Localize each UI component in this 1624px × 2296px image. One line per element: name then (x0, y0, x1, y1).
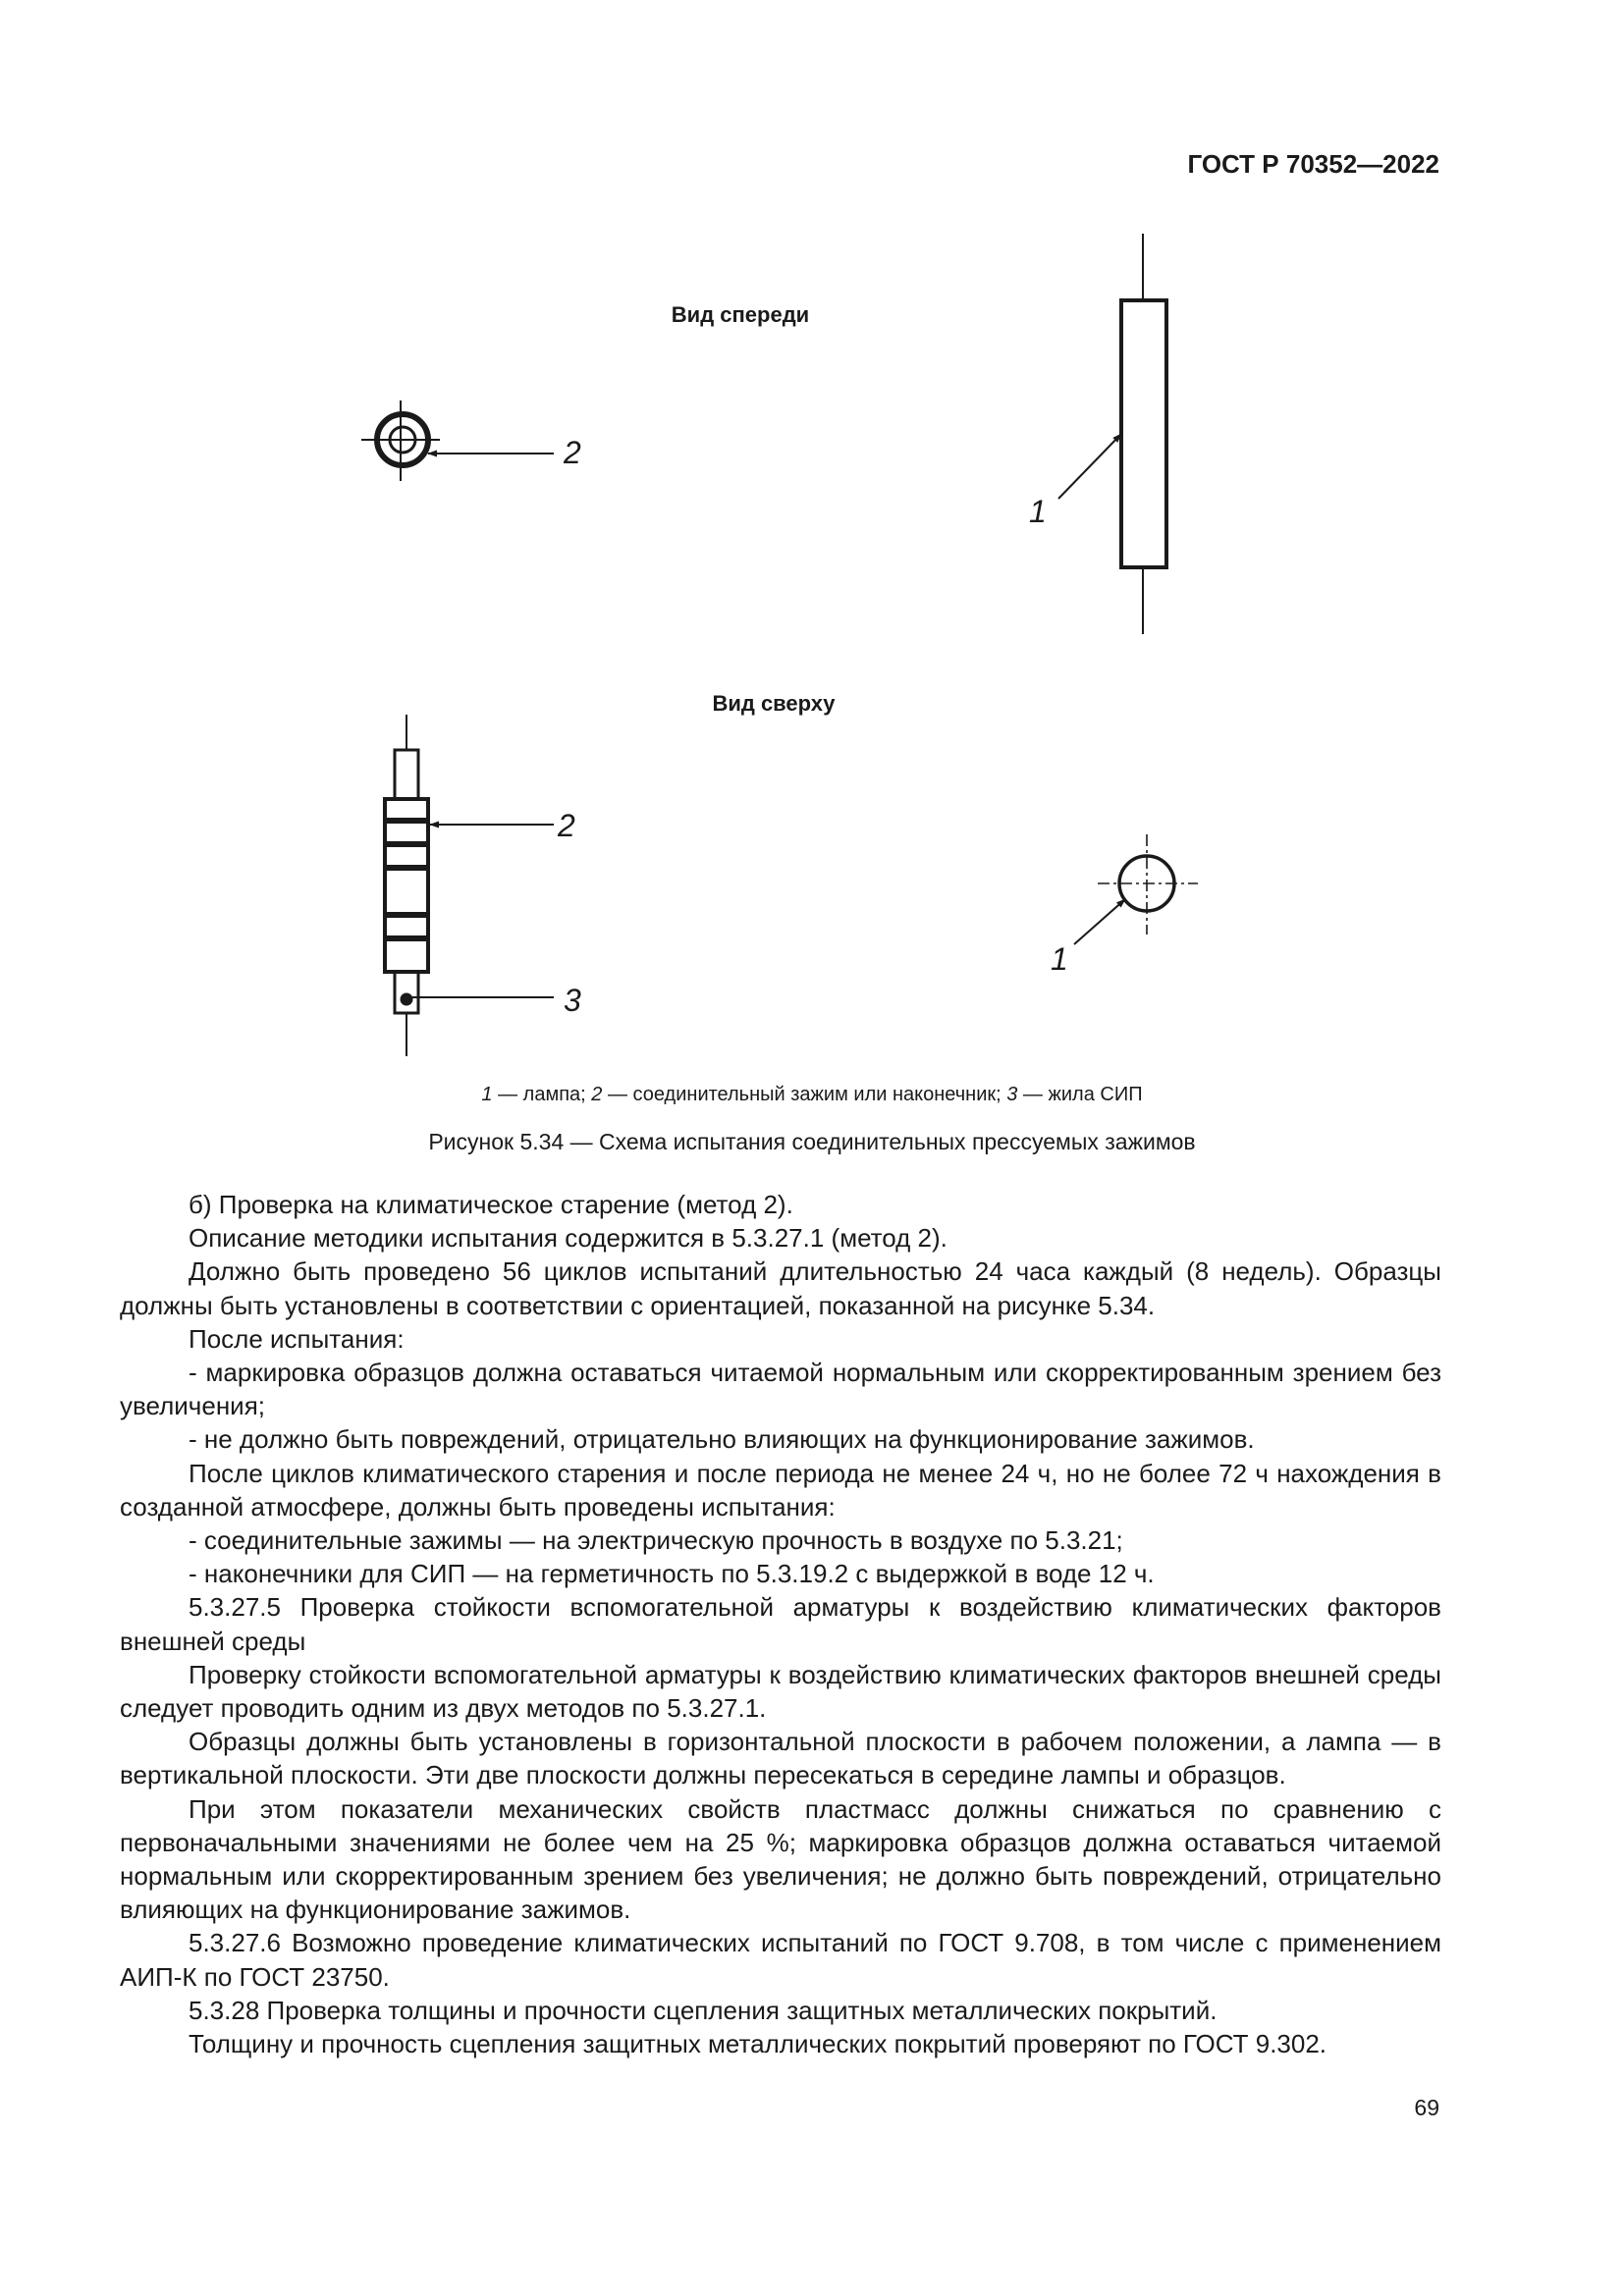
legend-number-2: 2 (591, 1084, 603, 1105)
figure-caption: Рисунок 5.34 — Схема испытания соединительных прессуемых зажимов (428, 1129, 1196, 1154)
callout-2-front: 2 (564, 435, 581, 470)
page-number: 69 (1414, 2095, 1439, 2120)
lamp-front-view (1121, 234, 1166, 634)
legend-number-1: 1 (481, 1084, 493, 1105)
paragraph: Образцы должны быть установлены в горизонтальной плоскости в рабочем положении, а лампа — в вертикальной плоскости. Эти две плоскости должны пересекаться в середине лампы и образцов. (120, 1727, 1441, 1790)
paragraph: Описание методики испытания содержится в 5.3.27.1 (метод 2). (189, 1223, 947, 1254)
list-item: - не должно быть повреждений, отрицательно влияющих на функционирование зажимов. (189, 1424, 1255, 1455)
section-heading: 5.3.27.5 Проверка стойкости вспомогательной арматуры к воздействию климатических факторов внешней среды (120, 1592, 1441, 1656)
legend-text-1: — лампа; (492, 1084, 592, 1105)
paragraph: Проверку стойкости вспомогательной арматуры к воздействию климатических факторов внешней среды следует проводить одним из двух методов по 5.3.27.1. (120, 1659, 1441, 1724)
lamp-top-view (1098, 834, 1198, 934)
test-scheme-figure (0, 0, 1624, 1080)
paragraph: 5.3.27.6 Возможно проведение климатических испытаний по ГОСТ 9.708, в том числе с применением АИП-К по ГОСТ 23750. (120, 1928, 1441, 1992)
view-top-label: Вид сверху (712, 691, 836, 716)
section-heading: 5.3.28 Проверка толщины и прочности сцепления защитных металлических покрытий. (189, 1995, 1218, 2025)
list-item: - соединительные зажимы — на электрическую прочность в воздухе по 5.3.21; (189, 1525, 1123, 1556)
legend-number-3: 3 (1006, 1084, 1018, 1105)
clamp-front-view (361, 400, 440, 481)
clamp-top-view (385, 715, 428, 1056)
legend-text-3: — жила СИП (1017, 1084, 1143, 1105)
paragraph: б) Проверка на климатическое старение (метод 2). (189, 1190, 793, 1219)
paragraph: После циклов климатического старения и после периода не менее 24 ч, но не более 72 ч нахождения в созданной атмосфере, должны быть проведены испытания: (120, 1458, 1441, 1522)
callout-1-front: 1 (1029, 494, 1047, 529)
figure-legend (0, 1084, 1624, 1106)
paragraph: При этом показатели механических свойств пластмасс должны снижаться по сравнению с первоначальными значениями не более чем на 25 %; маркировка образцов должна оставаться читаемой нормальным или скорректированным зрением без увеличения; не должно быть повреждений, отрицательно влияющих на функционирование зажимов. (120, 1793, 1441, 1925)
paragraph: Толщину и прочность сцепления защитных металлических покрытий проверяют по ГОСТ 9.302. (189, 2029, 1327, 2059)
callout-3-top: 3 (564, 983, 581, 1018)
legend-text-2: — соединительный зажим или наконечник; (602, 1084, 1007, 1105)
body-text (120, 1188, 1441, 2060)
view-front-label: Вид спереди (671, 302, 810, 327)
list-item: - маркировка образцов должна оставаться читаемой нормальным или скорректированным зрением без увеличения; (120, 1358, 1441, 1421)
document-header: ГОСТ Р 70352—2022 (1187, 149, 1439, 179)
paragraph: Должно быть проведено 56 циклов испытаний длительностью 24 часа каждый (8 недель). Образцы должны быть установлены в соответствии с ориентацией, показанной на рисунке 5.34. (120, 1256, 1441, 1320)
callout-2-top: 2 (558, 808, 575, 843)
leader-line-1-top (1074, 899, 1125, 944)
callout-1-top: 1 (1051, 941, 1068, 977)
paragraph: После испытания: (189, 1323, 405, 1354)
list-item: - наконечники для СИП — на герметичность по 5.3.19.2 с выдержкой в воде 12 ч. (189, 1559, 1155, 1589)
leader-line-1-front (1058, 434, 1121, 499)
